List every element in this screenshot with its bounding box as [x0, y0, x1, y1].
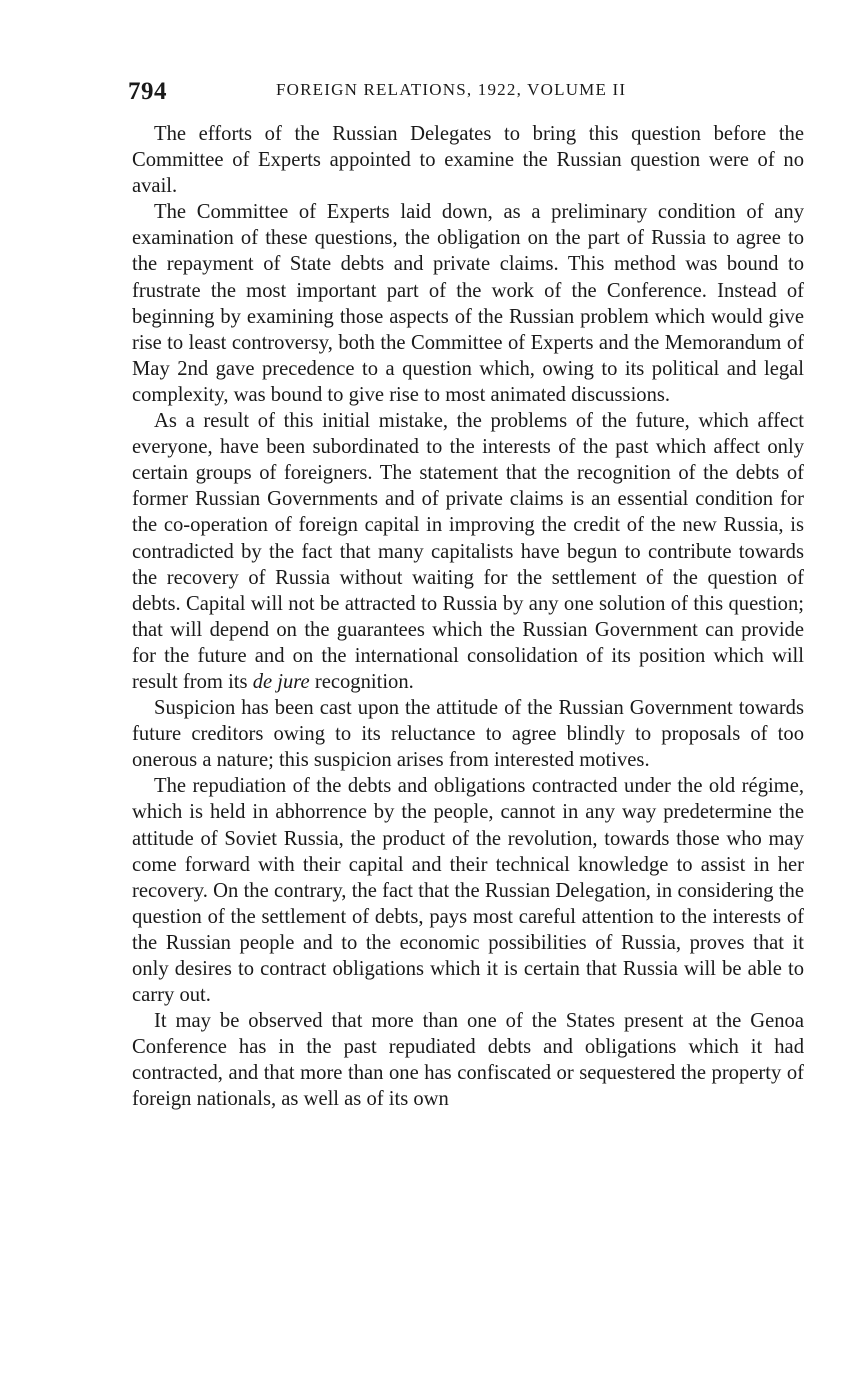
- paragraph-6: [132, 1008, 804, 1112]
- paragraph-text: The repudiation of the debts and obligations contracted under the old régime, which is held in abhorrence by the people, cannot in any way predetermine the attitude of Soviet Russia, the product of the revolution, towards those who may come forward with their capital and their technical knowledge to assist in her recovery. On the contrary, the fact that the Russian Delegation, in considering the question of the settlement of debts, pays most careful attention to the interests of the Russian people and to the economic possibilities of Russia, proves that it only desires to contract obligations which it is certain that Russia will be able to carry out.: [132, 775, 804, 1007]
- running-title: FOREIGN RELATIONS, 1922, VOLUME II: [276, 80, 627, 99]
- paragraph-2: [132, 199, 804, 408]
- paragraph-text: Suspicion has been cast upon the attitude of the Russian Government towards future creditors owing to its reluctance to agree blindly to proposals of too onerous a nature; this suspicion arises from interested motives.: [132, 697, 804, 772]
- paragraph-text: The efforts of the Russian Delegates to bring this question before the Committee of Experts appointed to examine the Russian question were of no avail.: [132, 123, 804, 198]
- paragraph-3: [132, 408, 804, 695]
- page-header: [128, 78, 808, 112]
- paragraph-text: The Committee of Experts laid down, as a preliminary condition of any examination of these questions, the obligation on the part of Russia to agree to the repayment of State debts and private claims. This method was bound to frustrate the most important part of the work of the Conference. Instead of beginning by examining those aspects of the Russian problem which would give rise to least controversy, both the Committee of Experts and the Memorandum of May 2nd gave precedence to a question which, owing to its political and legal complexity, was bound to give rise to most animated discussions.: [132, 201, 804, 406]
- paragraph-text: It may be observed that more than one of the States present at the Genoa Conference has in the past repudiated debts and obligations which it had contracted, and that more than one has confiscated or sequestered the property of foreign nationals, as well as of its own: [132, 1010, 804, 1111]
- italic-phrase: de jure: [252, 670, 310, 693]
- page-number: 794: [128, 78, 167, 105]
- paragraph-text-end: recognition.: [309, 670, 414, 693]
- paragraph-1: [132, 121, 804, 199]
- body-text: [132, 121, 804, 1113]
- paragraph-5: [132, 773, 804, 1008]
- paragraph-4: [132, 695, 804, 773]
- paragraph-text: As a result of this initial mistake, the problems of the future, which affect everyone, have been subordinated to the interests of the past which affect only certain groups of foreigners. The statement that the recognition of the debts of former Russian Governments and of private claims is an essential condition for the co-operation of foreign capital in improving the credit of the new Russia, is contradicted by the fact that many capitalists have begun to contribute towards the recovery of Russia without waiting for the settlement of the question of debts. Capital will not be attracted to Russia by any one solution of this question; that will depend on the guarantees which the Russian Government can provide for the future and on the international consolidation of its position which will result from its: [132, 410, 804, 693]
